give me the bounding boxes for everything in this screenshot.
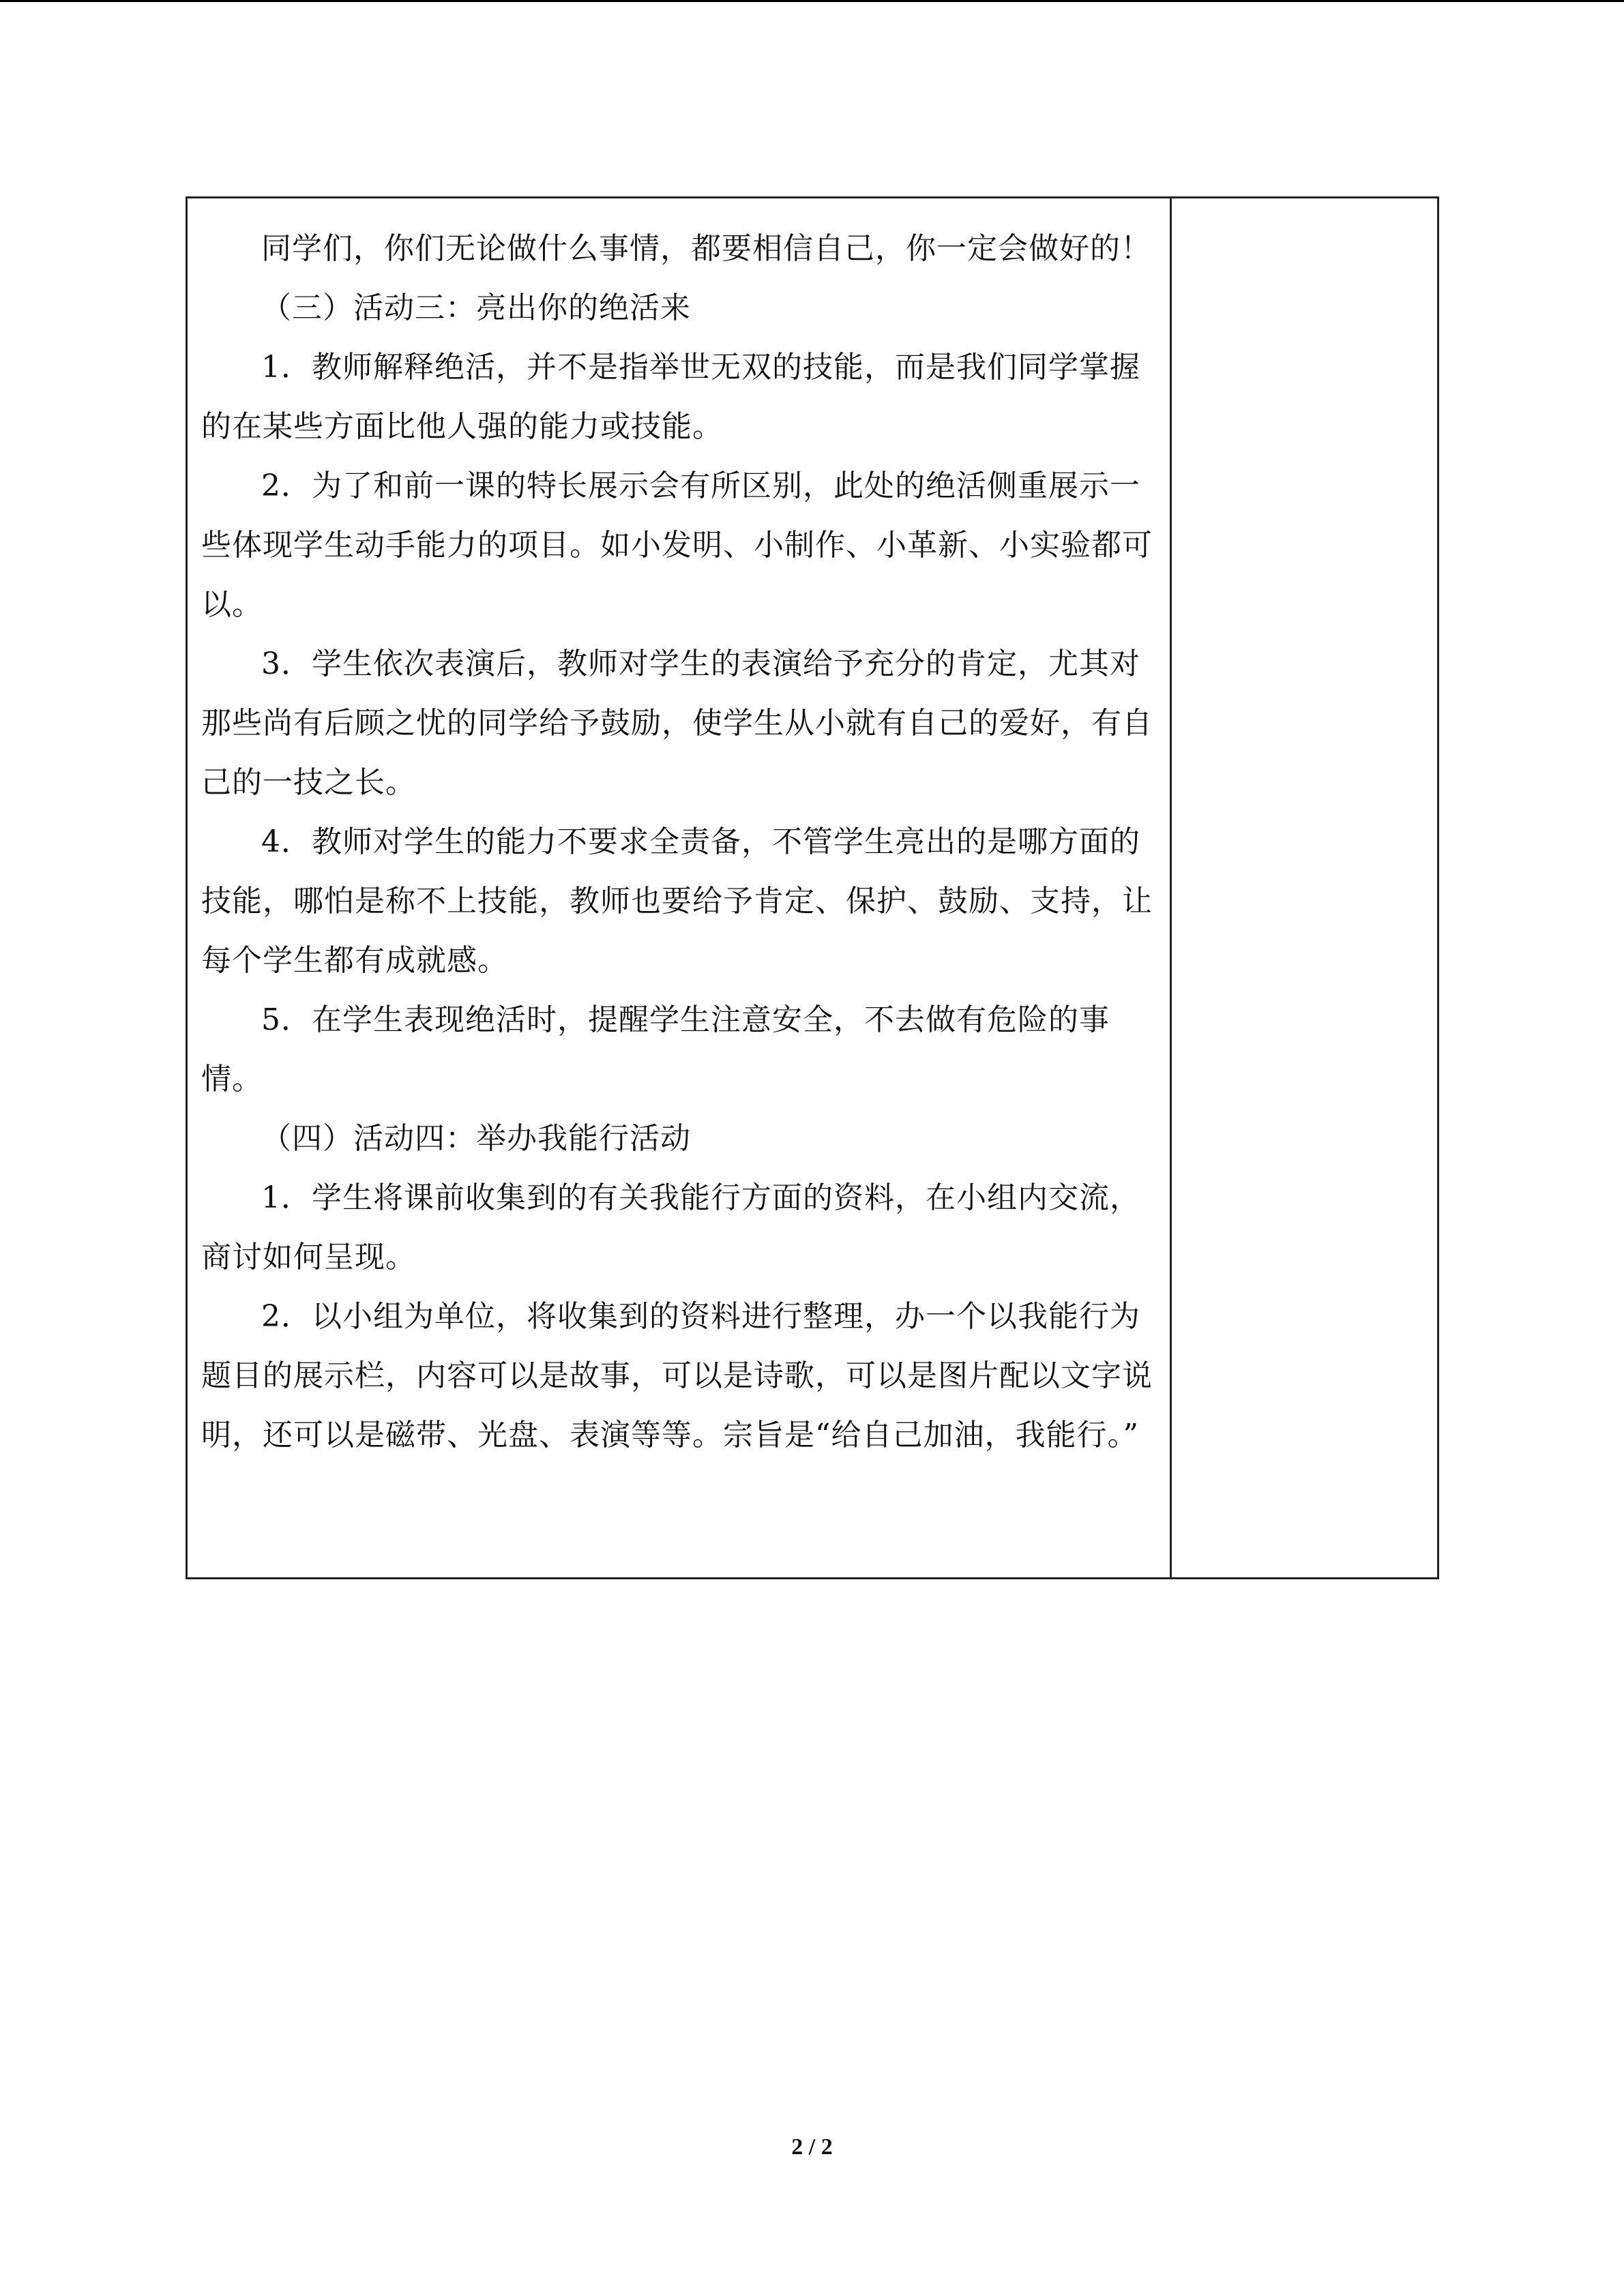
- paragraph: 1．学生将课前收集到的有关我能行方面的资料，在小组内交流，商讨如何呈现。: [201, 1180, 1140, 1274]
- paragraph: 同学们，你们无论做什么事情，都要相信自己，你一定会做好的！: [261, 231, 1151, 266]
- lesson-plan-table: [186, 196, 1439, 1579]
- paragraph: 2．为了和前一课的特长展示会有所区别，此处的绝活侧重展示一些体现学生动手能力的项目。如小发明、小制作、小革新、小实验都可以。: [201, 468, 1153, 622]
- section-heading-activity-4: （四）活动四：举办我能行活动: [261, 1121, 691, 1156]
- paragraph: 2．以小组为单位，将收集到的资料进行整理，办一个以我能行为题目的展示栏，内容可以是故事，可以是诗歌，可以是图片配以文字说明，还可以是磁带、光盘、表演等等。宗旨是“给自己加油，我能行。”: [201, 1299, 1153, 1452]
- paragraph: 3．学生依次表演后，教师对学生的表演给予充分的肯定，尤其对那些尚有后顾之忧的同学给予鼓励，使学生从小就有自己的爱好，有自己的一技之长。: [201, 646, 1153, 800]
- notes-cell: [1172, 198, 1437, 1577]
- paragraph: 5．在学生表现绝活时，提醒学生注意安全，不去做有危险的事情。: [201, 1002, 1110, 1097]
- lesson-content-cell: [201, 219, 1156, 1465]
- top-border-line: [0, 0, 1624, 2]
- page-number: 2 / 2: [791, 2134, 833, 2160]
- paragraph: 1．教师解释绝活，并不是指举世无双的技能，而是我们同学掌握的在某些方面比他人强的能力或技能。: [201, 350, 1140, 444]
- section-heading-activity-3: （三）活动三：亮出你的绝活来: [261, 290, 691, 325]
- paragraph: 4．教师对学生的能力不要求全责备，不管学生亮出的是哪方面的技能，哪怕是称不上技能，教师也要给予肯定、保护、鼓励、支持，让每个学生都有成就感。: [201, 824, 1153, 978]
